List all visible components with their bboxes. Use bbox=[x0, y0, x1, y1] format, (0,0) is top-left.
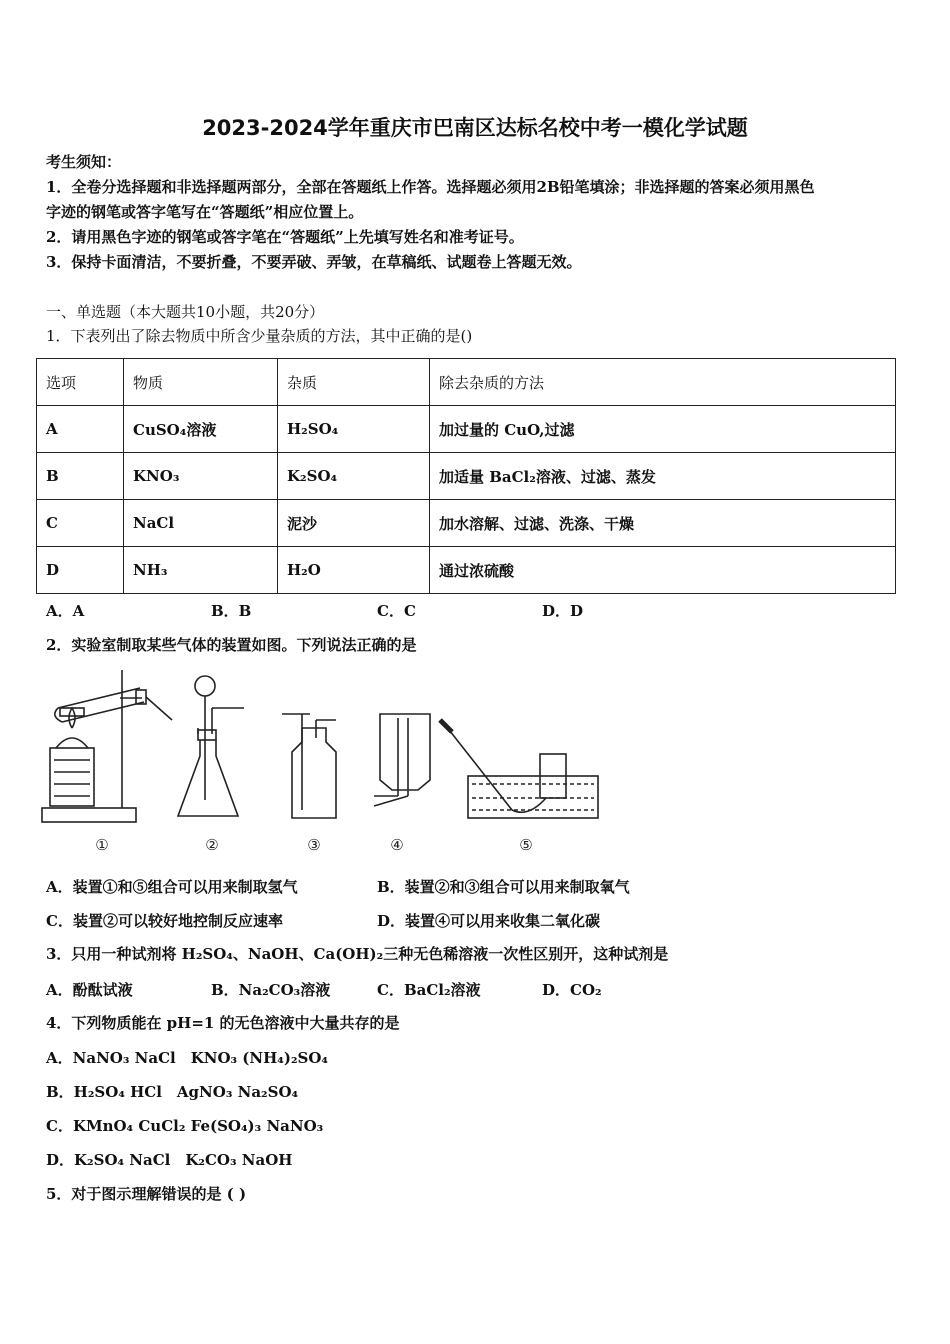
q4-stem: 4．下列物质能在 pH=1 的无色溶液中大量共存的是 bbox=[46, 1014, 400, 1032]
q1-table bbox=[36, 358, 896, 594]
table-cell: K₂SO₄ bbox=[278, 453, 430, 500]
table-cell: B bbox=[37, 453, 124, 500]
section-heading: 一、单选题（本大题共10小题，共20分） bbox=[46, 303, 325, 321]
label-4: ④ bbox=[390, 836, 404, 854]
q3-option-c: C．BaCl₂溶液 bbox=[377, 981, 481, 999]
q2-option-b: B．装置②和③组合可以用来制取氧气 bbox=[377, 878, 630, 896]
table-row bbox=[37, 547, 896, 594]
q1-option-a: A．A bbox=[46, 602, 85, 620]
table-cell: CuSO₄溶液 bbox=[124, 406, 278, 453]
table-header-cell: 选项 bbox=[37, 359, 124, 406]
q1-option-c: C．C bbox=[377, 602, 416, 620]
q4-option-b: B．H₂SO₄ HCl AgNO₃ Na₂SO₄ bbox=[46, 1083, 299, 1101]
table-row bbox=[37, 453, 896, 500]
apparatus-figure bbox=[40, 668, 600, 858]
table-header-cell: 杂质 bbox=[278, 359, 430, 406]
apparatus-2-flask bbox=[178, 676, 244, 816]
q2-option-a: A．装置①和⑤组合可以用来制取氢气 bbox=[46, 878, 298, 896]
notice-item-1-line-1: 1．全卷分选择题和非选择题两部分，全部在答题纸上作答。选择题必须用2B铅笔填涂；非选择题的答案必须用黑色 bbox=[46, 178, 815, 196]
notice-heading: 考生须知： bbox=[46, 153, 122, 171]
table-cell: D bbox=[37, 547, 124, 594]
q3-option-a: A．酚酞试液 bbox=[46, 981, 133, 999]
table-cell: NH₃ bbox=[124, 547, 278, 594]
q5-stem: 5．对于图示理解错误的是 ( ) bbox=[46, 1185, 247, 1203]
q3-stem: 3．只用一种试剂将 H₂SO₄、NaOH、Ca(OH)₂三种无色稀溶液一次性区别开，这种试剂是 bbox=[46, 945, 669, 963]
table-cell: 加适量 BaCl₂溶液、过滤、蒸发 bbox=[430, 453, 896, 500]
table-cell: 通过浓硫酸 bbox=[430, 547, 896, 594]
table-header-row bbox=[37, 359, 896, 406]
table-cell: H₂SO₄ bbox=[278, 406, 430, 453]
notice-item-3: 3．保持卡面清洁，不要折叠，不要弄破、弄皱，在草稿纸、试题卷上答题无效。 bbox=[46, 253, 582, 271]
table-row bbox=[37, 406, 896, 453]
table-cell: NaCl bbox=[124, 500, 278, 547]
table-cell: 泥沙 bbox=[278, 500, 430, 547]
q2-option-c: C．装置②可以较好地控制反应速率 bbox=[46, 912, 283, 930]
table-header-cell: 物质 bbox=[124, 359, 278, 406]
notice-item-1-line-2: 字迹的钢笔或答字笔写在“答题纸”相应位置上。 bbox=[46, 203, 364, 221]
page-title: 2023-2024学年重庆市巴南区达标名校中考一模化学试题 bbox=[202, 116, 748, 140]
q4-option-c: C．KMnO₄ CuCl₂ Fe(SO₄)₃ NaNO₃ bbox=[46, 1117, 324, 1135]
table-header-cell: 除去杂质的方法 bbox=[430, 359, 896, 406]
notice-item-2: 2．请用黑色字迹的钢笔或答字笔在“答题纸”上先填写姓名和准考证号。 bbox=[46, 228, 524, 246]
q4-option-d: D．K₂SO₄ NaCl K₂CO₃ NaOH bbox=[46, 1151, 293, 1169]
table-cell: H₂O bbox=[278, 547, 430, 594]
table-cell: 加过量的 CuO,过滤 bbox=[430, 406, 896, 453]
table-row bbox=[37, 500, 896, 547]
q1-option-d: D．D bbox=[542, 602, 584, 620]
q3-option-b: B．Na₂CO₃溶液 bbox=[211, 981, 331, 999]
table-cell: A bbox=[37, 406, 124, 453]
apparatus-4-inverted-bottle bbox=[374, 714, 430, 806]
apparatus-3-bottle bbox=[282, 714, 336, 818]
apparatus-5-trough bbox=[440, 720, 598, 818]
label-5: ⑤ bbox=[519, 836, 533, 854]
label-1: ① bbox=[95, 836, 109, 854]
table-cell: C bbox=[37, 500, 124, 547]
label-3: ③ bbox=[307, 836, 321, 854]
q2-stem: 2．实验室制取某些气体的装置如图。下列说法正确的是 bbox=[46, 636, 417, 654]
q2-option-d: D．装置④可以用来收集二氧化碳 bbox=[377, 912, 601, 930]
table-cell: 加水溶解、过滤、洗涤、干燥 bbox=[430, 500, 896, 547]
label-2: ② bbox=[205, 836, 219, 854]
apparatus-1-heating-setup bbox=[42, 670, 172, 822]
table-cell: KNO₃ bbox=[124, 453, 278, 500]
q3-option-d: D．CO₂ bbox=[542, 981, 602, 999]
q1-stem: 1．下表列出了除去物质中所含少量杂质的方法，其中正确的是() bbox=[46, 327, 473, 345]
q4-option-a: A．NaNO₃ NaCl KNO₃ (NH₄)₂SO₄ bbox=[46, 1049, 328, 1067]
q1-option-b: B．B bbox=[211, 602, 252, 620]
